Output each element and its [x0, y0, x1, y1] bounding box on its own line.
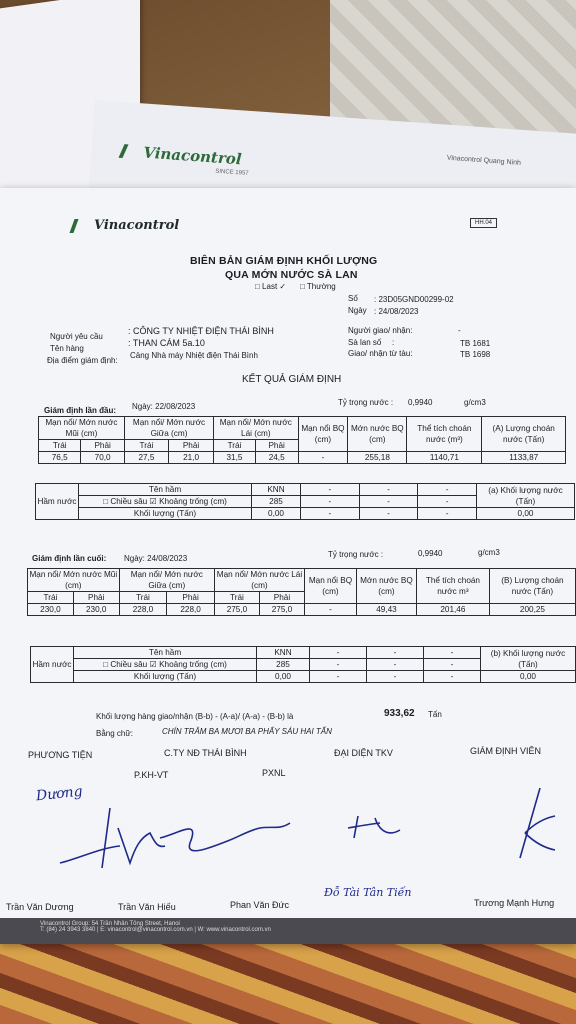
ballast-mass-value: 0,00 — [257, 671, 310, 683]
cell-value: 255,18 — [348, 452, 407, 464]
signer-sub-pkhvt: P.KH-VT — [134, 770, 169, 780]
table-row — [31, 647, 576, 659]
letterhead-branch: Vinacontrol Quang Ninh — [446, 154, 522, 167]
words-label: Bằng chữ: — [96, 729, 133, 738]
first-draft-table — [38, 416, 566, 464]
ballast-mass-label: Khối lượng (Tấn) — [74, 671, 257, 683]
ngay-value: : 24/08/2023 — [374, 307, 419, 316]
header-volume: Thể tích choán nước m³ — [416, 569, 489, 604]
header-mid: Mạn nổi/ Mớn nước Giữa (cm) — [124, 417, 213, 440]
header-mid: Mạn nổi/ Mớn nước Giữa (cm) — [119, 569, 214, 592]
sub-trai: Trái — [214, 440, 256, 452]
header-draft-avg: Mớn nước BQ (cm) — [348, 417, 407, 452]
letterhead-logo — [121, 142, 242, 168]
so-label: Số — [348, 294, 358, 303]
cell-dash: - — [301, 496, 360, 508]
first-density-label: Tỷ trọng nước : — [338, 398, 394, 407]
first-survey-label: Giám định lần đầu: — [44, 406, 117, 415]
ballast-name-header: Tên hầm — [79, 484, 252, 496]
doc-title-line2: QUA MỚN NƯỚC SÀ LAN — [225, 269, 358, 281]
option-last: □ Last ✓ — [255, 282, 287, 291]
ballast-mass-header: (a) Khối lượng nước (Tấn) — [477, 484, 575, 508]
cell-dash: - — [310, 659, 367, 671]
giver-label: Người giao/ nhận: — [348, 326, 413, 335]
last-survey-label: Giám định lần cuối: — [32, 554, 107, 563]
cell-dash: - — [359, 496, 418, 508]
sub-trai: Trái — [124, 440, 168, 452]
table-row — [28, 604, 576, 616]
cell-dash: - — [359, 484, 418, 496]
cell-dash: - — [424, 659, 481, 671]
inspection-report-page — [0, 188, 576, 944]
cell-value: - — [304, 604, 356, 616]
first-ballast-table — [35, 483, 575, 520]
last-density-value: 0,9940 — [418, 549, 443, 558]
last-draft-table — [27, 568, 576, 616]
total-label: Khối lượng hàng giao/nhận (B-b) - (A-a)/ (A-a) - (B-b) là — [96, 712, 294, 721]
sub-trai: Trái — [28, 592, 74, 604]
last-ballast-table — [30, 646, 576, 683]
ballast-depth-option: □ Chiều sâu ☑ Khoảng trống (cm) — [79, 496, 252, 508]
last-survey-date: Ngày: 24/08/2023 — [124, 554, 188, 563]
ballast-label: Hầm nước — [31, 647, 74, 683]
place-label: Địa điểm giám định: — [47, 356, 118, 365]
doc-logo-text: Vinacontrol — [94, 218, 180, 233]
cell-dash: - — [418, 496, 477, 508]
cell-value: 1133,87 — [482, 452, 566, 464]
table-header-row — [28, 569, 576, 592]
cell-value: - — [298, 452, 348, 464]
barge-label: Sà lan số — [348, 338, 382, 347]
sub-phai: Phải — [81, 440, 124, 452]
footer-contact: T: (84) 24 3943 3840 | E: vinacontrol@vinacontrol.com.vn | W: www.vinacontrol.com.vn — [40, 927, 271, 933]
table-row — [36, 508, 575, 520]
goods-label: Tên hàng — [50, 344, 84, 353]
signer-name-3: Phan Văn Đức — [230, 900, 290, 910]
header-fwd: Mạn nổi/ Mớn nước Mũi (cm) — [29, 570, 118, 590]
header-aft: Mạn nổi/ Mớn nước Lái (cm) — [214, 569, 304, 592]
cell-dash: - — [367, 671, 424, 683]
total-unit: Tấn — [428, 710, 442, 719]
cell-value: 275,0 — [259, 604, 304, 616]
cell-value: 24,5 — [255, 452, 298, 464]
vinacontrol-logo-icon — [118, 144, 142, 159]
header-displacement: (A) Lượng choán nước (Tấn) — [482, 417, 566, 452]
handwritten-name-duong: Dương — [35, 783, 84, 805]
first-density-value: 0,9940 — [408, 398, 433, 407]
signature-vessel — [60, 808, 165, 868]
header-displacement: (B) Lượng choán nước (Tấn) — [489, 569, 575, 604]
cell-dash: - — [367, 659, 424, 671]
table-row — [36, 484, 575, 496]
table-row — [31, 671, 576, 683]
footer-address: Vinacontrol Group: 54 Trần Nhân Tông Street, Hanoi — [40, 921, 180, 927]
first-density-unit: g/cm3 — [464, 398, 486, 407]
cell-value: 70,0 — [81, 452, 124, 464]
cell-value: 31,5 — [214, 452, 256, 464]
total-value: 933,62 — [384, 708, 415, 719]
patterned-mat-background — [0, 930, 576, 1024]
cell-dash: - — [301, 484, 360, 496]
cell-value: 200,25 — [489, 604, 575, 616]
cell-value: 27,5 — [124, 452, 168, 464]
cell-value: 230,0 — [73, 604, 119, 616]
giver-value: - — [458, 326, 461, 335]
ngay-label: Ngày — [348, 306, 367, 315]
cell-dash: - — [424, 647, 481, 659]
signature-tkv — [348, 816, 400, 838]
sub-phai: Phải — [168, 440, 213, 452]
doc-title-line1: BIÊN BẢN GIÁM ĐỊNH KHỐI LƯỢNG — [190, 255, 378, 267]
doc-footer — [0, 918, 576, 944]
barge-number: TB 1681 — [460, 339, 491, 348]
sub-trai: Trái — [119, 592, 167, 604]
cell-value: 228,0 — [167, 604, 215, 616]
signature-company — [160, 823, 290, 851]
cell-value: 230,0 — [28, 604, 74, 616]
letterhead-since: SINCE 1957 — [215, 168, 249, 177]
goods-value: : THAN CÁM 5a.10 — [128, 338, 205, 348]
ballast-mass-header: (b) Khối lượng nước (Tấn) — [481, 647, 576, 671]
cell-value: 228,0 — [119, 604, 167, 616]
signer-heading-tkv: ĐẠI DIỆN TKV — [334, 748, 393, 758]
cell-dash: - — [418, 484, 477, 496]
ballast-depth-option: □ Chiều sâu ☑ Khoảng trống (cm) — [74, 659, 257, 671]
cell-dash: - — [310, 647, 367, 659]
header-freeboard-avg: Mạn nổi BQ (cm) — [304, 569, 356, 604]
ballast-mass-total: 0,00 — [481, 671, 576, 683]
cell-dash: - — [359, 508, 418, 520]
last-density-unit: g/cm3 — [478, 548, 500, 557]
sub-phai: Phải — [167, 592, 215, 604]
signer-name-2: Trần Văn Hiếu — [118, 902, 176, 912]
ballast-mass-total: 0,00 — [477, 508, 575, 520]
first-survey-date: Ngày: 22/08/2023 — [132, 402, 196, 411]
cell-dash: - — [424, 671, 481, 683]
signer-heading-inspector: GIÁM ĐỊNH VIÊN — [470, 746, 542, 756]
signer-name-5: Trương Mạnh Hưng — [474, 898, 555, 908]
form-code: HH.04 — [470, 218, 497, 228]
signer-name-4-handwritten: Đỗ Tài Tân Tiến — [324, 886, 412, 899]
vinacontrol-logo-icon — [69, 219, 92, 233]
requester-value: : CÔNG TY NHIỆT ĐIỆN THÁI BÌNH — [128, 326, 274, 336]
result-title: KẾT QUẢ GIÁM ĐỊNH — [242, 374, 342, 385]
sub-phai: Phải — [73, 592, 119, 604]
last-density-label: Tỷ trọng nước : — [328, 550, 384, 559]
ballast-name-header: Tên hầm — [74, 647, 257, 659]
cell-dash: - — [367, 647, 424, 659]
letterhead-logo-text: Vinacontrol — [142, 143, 243, 169]
sub-trai: Trái — [39, 440, 81, 452]
sub-trai: Trái — [214, 592, 259, 604]
table-row — [39, 452, 566, 464]
requester-label: Người yêu cầu — [50, 332, 103, 341]
header-volume: Thể tích choán nước (m³) — [407, 417, 482, 452]
sub-phai: Phải — [259, 592, 304, 604]
signature-inspector — [520, 788, 555, 858]
ballast-mass-label: Khối lượng (Tấn) — [79, 508, 252, 520]
cell-dash: - — [310, 671, 367, 683]
ballast-mass-value: 0,00 — [252, 508, 301, 520]
sub-phai: Phải — [255, 440, 298, 452]
header-draft-avg: Mớn nước BQ (cm) — [356, 569, 416, 604]
ballast-knn-value: 285 — [252, 496, 301, 508]
signer-heading-vessel: PHƯƠNG TIỆN — [28, 750, 93, 760]
deliver-label: Giao/ nhận từ tàu: — [348, 349, 413, 358]
ballast-knn-value: 285 — [257, 659, 310, 671]
barge-colon: : — [392, 338, 395, 347]
ballast-knn-header: KNN — [257, 647, 310, 659]
so-value: : 23D05GND00299-02 — [374, 295, 454, 304]
signer-sub-pxnl: PXNL — [262, 768, 286, 778]
place-value: Cảng Nhà máy Nhiệt điện Thái Bình — [130, 351, 258, 360]
cell-dash: - — [418, 508, 477, 520]
cell-value: 49,43 — [356, 604, 416, 616]
total-words: CHÍN TRĂM BA MƯƠI BA PHẨY SÁU HAI TẤN — [162, 727, 332, 736]
cell-dash: - — [301, 508, 360, 520]
signatures-drawing — [40, 788, 560, 898]
cell-value: 21,0 — [168, 452, 213, 464]
signer-name-1: Trần Văn Dương — [6, 902, 74, 912]
signer-heading-company: C.TY NĐ THÁI BÌNH — [164, 748, 247, 758]
doc-logo — [72, 218, 179, 233]
deliver-number: TB 1698 — [460, 350, 491, 359]
header-freeboard-avg: Mạn nổi BQ (cm) — [298, 417, 348, 452]
cell-value: 1140,71 — [407, 452, 482, 464]
ballast-label: Hầm nước — [36, 484, 79, 520]
cell-value: 201,46 — [416, 604, 489, 616]
table-header-row — [39, 417, 566, 440]
cell-value: 275,0 — [214, 604, 259, 616]
option-normal: □ Thường — [300, 282, 336, 291]
cell-value: 76,5 — [39, 452, 81, 464]
header-aft: Mạn nổi/ Mớn nước Lái (cm) — [214, 417, 298, 440]
header-fwd: Mạn nổi/ Mớn nước Mũi (cm) — [39, 417, 125, 440]
ballast-knn-header: KNN — [252, 484, 301, 496]
